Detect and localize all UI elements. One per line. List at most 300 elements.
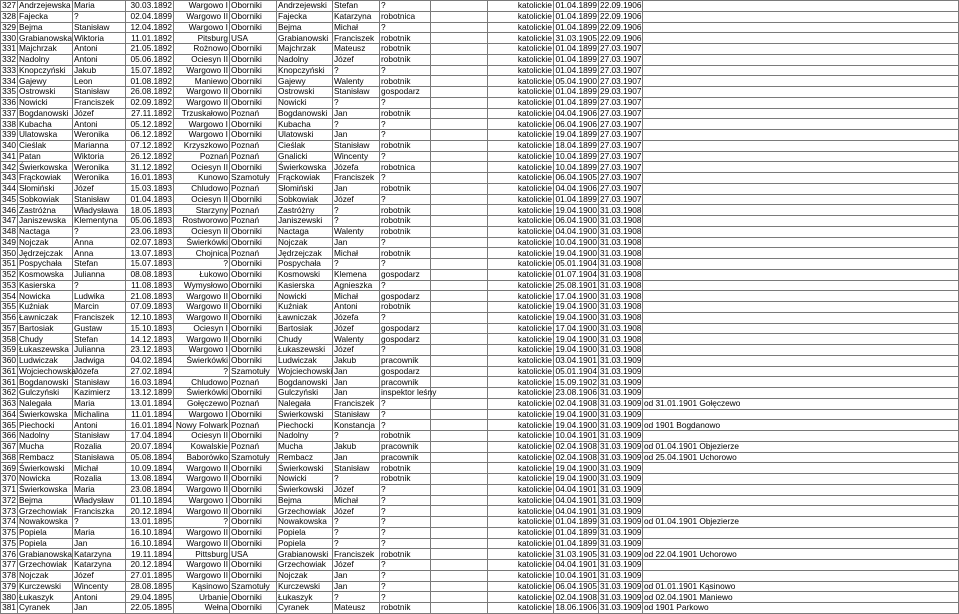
cell-leaving-date: 22.09.1906 xyxy=(600,0,642,11)
cell-district: Oborniki xyxy=(230,592,277,603)
cell-remarks xyxy=(643,11,959,22)
cell-given-name: Stanisław xyxy=(73,194,126,205)
cell-entry-number: 354 xyxy=(2,290,16,301)
cell-district: Poznań xyxy=(230,216,277,227)
cell-district: Oborniki xyxy=(230,162,277,173)
cell-birth-date: 21.08.1893 xyxy=(126,291,174,302)
cell-remarks xyxy=(643,409,959,420)
cell-birth-date: 15.07.1892 xyxy=(126,65,174,76)
cell-leaving-date: 27.03.1907 xyxy=(600,140,642,151)
cell-birth-date: 17.04.1894 xyxy=(126,431,174,442)
table-row xyxy=(1,431,959,442)
cell-district: Poznań xyxy=(230,398,277,409)
cell-parent-occupation: gospodarz xyxy=(380,323,431,334)
cell-parent-occupation: inspektor leśny xyxy=(381,387,437,398)
cell-admission-date: 01.04.1899 xyxy=(555,43,597,54)
cell-remarks xyxy=(643,560,959,571)
cell-remarks xyxy=(643,280,959,291)
cell-parent-given-name: ? xyxy=(333,65,380,76)
cell-parent-surname: Nowicki xyxy=(277,291,333,302)
cell-admission-date: 01.04.1899 xyxy=(555,21,597,32)
cell-spacer xyxy=(431,1,488,12)
cell-admission-date: 17.04.1900 xyxy=(555,322,597,333)
cell-parent-surname: Nadolny xyxy=(277,431,333,442)
cell-given-name: Józef xyxy=(73,108,126,119)
cell-birth-date: 15.03.1893 xyxy=(126,183,174,194)
cell-parent-given-name: Józef xyxy=(333,506,380,517)
cell-spacer xyxy=(431,97,488,108)
table-row xyxy=(1,162,959,173)
cell-parent-given-name: Józef xyxy=(333,54,380,65)
cell-admission-date: 05.01.1904 xyxy=(555,258,597,269)
cell-entry-number: 341 xyxy=(2,150,16,161)
cell-birth-place: Wargowo I xyxy=(174,22,230,33)
cell-birth-place: Wargowo II xyxy=(174,463,230,474)
cell-religion: katolickie xyxy=(488,194,554,205)
cell-spacer xyxy=(431,130,488,141)
cell-parent-given-name: Walenty xyxy=(333,226,380,237)
cell-entry-number: 371 xyxy=(2,484,16,495)
cell-district: Oborniki xyxy=(230,474,277,485)
cell-parent-given-name: Franciszek xyxy=(333,398,380,409)
table-row xyxy=(1,11,959,22)
cell-leaving-date: 31.03.1909 xyxy=(600,419,642,430)
cell-given-name: Józef xyxy=(73,570,126,581)
cell-religion: katolickie xyxy=(488,495,554,506)
cell-parent-surname: Łukaszyk xyxy=(277,592,333,603)
cell-surname: Zastróżna xyxy=(18,205,73,216)
cell-remarks xyxy=(643,312,959,323)
cell-district: Poznań xyxy=(230,108,277,119)
cell-parent-occupation: gospodarz xyxy=(380,269,431,280)
cell-given-name: Stanisław xyxy=(73,431,126,442)
cell-entry-number: 370 xyxy=(2,473,16,484)
cell-district: Oborniki xyxy=(230,409,277,420)
cell-religion: katolickie xyxy=(488,484,554,495)
cell-remarks: od 01.01.1901 Kąsinowo xyxy=(643,581,959,592)
cell-spacer xyxy=(431,603,488,614)
table-row xyxy=(1,97,959,108)
cell-entry-number: 347 xyxy=(2,215,16,226)
table-row xyxy=(1,269,959,280)
cell-parent-given-name: Jan xyxy=(333,366,380,377)
cell-leaving-date: 31.03.1908 xyxy=(600,344,642,355)
cell-birth-date: 05.12.1892 xyxy=(126,119,174,130)
table-row xyxy=(1,484,959,495)
cell-religion: katolickie xyxy=(488,108,554,119)
cell-surname: Gajewy xyxy=(18,76,73,87)
cell-religion: katolickie xyxy=(488,65,554,76)
table-row xyxy=(1,312,959,323)
cell-spacer xyxy=(431,280,488,291)
cell-given-name: Stefan xyxy=(73,334,126,345)
table-row xyxy=(1,291,959,302)
cell-religion: katolickie xyxy=(488,323,554,334)
cell-entry-number: 364 xyxy=(2,408,16,419)
cell-leaving-date: 31.03.1909 xyxy=(600,408,642,419)
cell-parent-surname: Świerkowska xyxy=(277,162,333,173)
cell-birth-date: 11.08.1893 xyxy=(126,280,174,291)
cell-surname: Kubacha xyxy=(18,119,73,130)
cell-admission-date: 23.08.1906 xyxy=(555,387,597,398)
cell-parent-given-name: ? xyxy=(333,431,380,442)
cell-parent-surname: Kubacha xyxy=(277,119,333,130)
cell-spacer xyxy=(431,205,488,216)
cell-district: Oborniki xyxy=(230,345,277,356)
cell-district: Oborniki xyxy=(230,76,277,87)
cell-spacer xyxy=(431,592,488,603)
cell-parent-surname: Nactaga xyxy=(277,226,333,237)
cell-admission-date: 03.04.1901 xyxy=(555,355,597,366)
cell-given-name: Kazimierz xyxy=(73,388,126,399)
cell-parent-surname: Knopczyński xyxy=(277,65,333,76)
cell-parent-given-name: Michał xyxy=(333,248,380,259)
cell-leaving-date: 31.03.1908 xyxy=(600,204,642,215)
cell-parent-occupation: ? xyxy=(380,259,431,270)
cell-parent-surname: Nowakowska xyxy=(277,517,333,528)
cell-given-name: ? xyxy=(73,11,126,22)
cell-leaving-date: 27.03.1907 xyxy=(600,193,642,204)
table-row xyxy=(1,65,959,76)
cell-entry-number: 342 xyxy=(2,161,16,172)
table-row xyxy=(1,323,959,334)
cell-spacer xyxy=(431,527,488,538)
cell-birth-place: Świerkówki xyxy=(174,355,230,366)
cell-religion: katolickie xyxy=(488,312,554,323)
cell-parent-surname: Cieślak xyxy=(277,140,333,151)
cell-parent-given-name: ? xyxy=(333,474,380,485)
cell-surname: Pospychała xyxy=(18,259,73,270)
cell-given-name: Antoni xyxy=(73,44,126,55)
cell-birth-date: 05.06.1892 xyxy=(126,54,174,65)
cell-surname: Świerkowska xyxy=(18,484,73,495)
cell-birth-date: 02.04.1899 xyxy=(126,11,174,22)
cell-birth-place: Chludowo xyxy=(174,183,230,194)
cell-spacer xyxy=(431,216,488,227)
cell-birth-date: 30.03.1892 xyxy=(126,1,174,12)
cell-spacer xyxy=(431,183,488,194)
cell-birth-place: Wargowo II xyxy=(174,506,230,517)
cell-religion: katolickie xyxy=(488,97,554,108)
cell-birth-date: 04.02.1894 xyxy=(126,355,174,366)
cell-remarks: od 1901 Bogdanowo xyxy=(643,420,959,431)
cell-birth-place: Wargowo II xyxy=(174,474,230,485)
cell-parent-occupation: robotnik xyxy=(380,431,431,442)
cell-district: Oborniki xyxy=(230,194,277,205)
cell-surname: Kurczewski xyxy=(18,581,73,592)
cell-remarks xyxy=(643,173,959,184)
cell-religion: katolickie xyxy=(488,603,554,614)
cell-parent-surname: Kosmowski xyxy=(277,269,333,280)
cell-spacer xyxy=(431,269,488,280)
cell-district: Oborniki xyxy=(230,130,277,141)
cell-surname: Cyranek xyxy=(18,603,73,614)
table-row xyxy=(1,334,959,345)
cell-religion: katolickie xyxy=(488,431,554,442)
cell-remarks: od 25.04.1901 Uchorowo xyxy=(643,452,959,463)
cell-leaving-date: 31.03.1908 xyxy=(600,247,642,258)
cell-admission-date: 04.04.1906 xyxy=(555,183,597,194)
table-row xyxy=(1,119,959,130)
cell-parent-given-name: Mateusz xyxy=(333,603,380,614)
table-row xyxy=(1,1,959,12)
cell-entry-number: 352 xyxy=(2,269,16,280)
cell-parent-given-name: Antoni xyxy=(333,302,380,313)
cell-remarks: od 1901 Parkowo xyxy=(643,603,959,614)
cell-birth-date: 13.08.1894 xyxy=(126,474,174,485)
cell-religion: katolickie xyxy=(488,162,554,173)
cell-given-name: Wincenty xyxy=(73,581,126,592)
cell-parent-given-name: Józefa xyxy=(333,312,380,323)
cell-spacer xyxy=(431,291,488,302)
cell-leaving-date: 31.03.1909 xyxy=(600,559,642,570)
cell-spacer xyxy=(431,463,488,474)
cell-religion: katolickie xyxy=(488,226,554,237)
cell-parent-surname: Pospychała xyxy=(277,259,333,270)
cell-leaving-date: 22.09.1906 xyxy=(600,21,642,32)
cell-parent-surname: Nojczak xyxy=(277,237,333,248)
cell-remarks xyxy=(643,259,959,270)
cell-surname: Łukaszyk xyxy=(18,592,73,603)
table-row xyxy=(1,259,959,270)
cell-parent-surname: Bogdanowski xyxy=(277,377,333,388)
cell-parent-given-name: Franciszek xyxy=(333,549,380,560)
cell-given-name: Katarzyna xyxy=(73,549,126,560)
cell-parent-occupation: robotnik xyxy=(380,44,431,55)
cell-surname: Bogdanowski xyxy=(18,377,73,388)
cell-remarks xyxy=(643,33,959,44)
cell-spacer xyxy=(431,409,488,420)
cell-entry-number: 331 xyxy=(2,43,16,54)
table-row xyxy=(1,54,959,65)
cell-parent-given-name: Stanisław xyxy=(333,409,380,420)
cell-parent-occupation: ? xyxy=(380,97,431,108)
cell-remarks xyxy=(643,527,959,538)
cell-admission-date: 04.04.1901 xyxy=(555,484,597,495)
cell-leaving-date: 31.03.1909 xyxy=(600,580,642,591)
cell-religion: katolickie xyxy=(488,463,554,474)
cell-admission-date: 18.06.1906 xyxy=(555,602,597,613)
cell-parent-surname: Bartosiak xyxy=(277,323,333,334)
cell-district: Szamotuły xyxy=(230,173,277,184)
cell-religion: katolickie xyxy=(488,398,554,409)
cell-admission-date: 06.04.1906 xyxy=(555,118,597,129)
cell-district: Oborniki xyxy=(230,259,277,270)
cell-remarks xyxy=(643,302,959,313)
cell-religion: katolickie xyxy=(488,570,554,581)
cell-parent-occupation: ? xyxy=(380,22,431,33)
cell-surname: Majchrzak xyxy=(18,44,73,55)
cell-given-name: Gustaw xyxy=(73,323,126,334)
cell-spacer xyxy=(431,312,488,323)
cell-spacer xyxy=(431,194,488,205)
table-row xyxy=(1,76,959,87)
cell-leaving-date: 31.03.1909 xyxy=(600,441,642,452)
cell-given-name: Weronika xyxy=(73,173,126,184)
cell-spacer xyxy=(431,44,488,55)
cell-parent-given-name: Jan xyxy=(333,237,380,248)
cell-admission-date: 19.04.1900 xyxy=(555,204,597,215)
cell-surname: Kuźniak xyxy=(18,302,73,313)
cell-admission-date: 04.04.1900 xyxy=(555,226,597,237)
cell-spacer xyxy=(431,506,488,517)
cell-entry-number: 367 xyxy=(2,441,16,452)
cell-entry-number: 361 xyxy=(2,365,16,376)
cell-entry-number: 336 xyxy=(2,97,16,108)
cell-parent-occupation: ? xyxy=(380,527,431,538)
cell-remarks xyxy=(643,108,959,119)
cell-entry-number: 360 xyxy=(2,355,16,366)
cell-birth-date: 05.08.1894 xyxy=(126,452,174,463)
cell-birth-place: Pitsburg xyxy=(174,33,230,44)
cell-entry-number: 365 xyxy=(2,419,16,430)
cell-entry-number: 345 xyxy=(2,193,16,204)
cell-given-name: Wiktoria xyxy=(73,33,126,44)
cell-entry-number: 369 xyxy=(2,462,16,473)
cell-parent-occupation: robotnica xyxy=(380,162,431,173)
cell-surname: Grabianowska xyxy=(19,32,73,43)
cell-admission-date: 01.04.1899 xyxy=(555,527,597,538)
cell-leaving-date: 31.03.1909 xyxy=(600,570,642,581)
cell-birth-date: 01.10.1894 xyxy=(126,495,174,506)
cell-given-name: Jan xyxy=(73,603,126,614)
cell-religion: katolickie xyxy=(488,527,554,538)
cell-religion: katolickie xyxy=(488,592,554,603)
cell-parent-occupation: ? xyxy=(380,237,431,248)
cell-district: Poznań xyxy=(230,248,277,259)
cell-birth-place: ? xyxy=(174,259,230,270)
cell-given-name: Stanisław xyxy=(73,377,126,388)
table-row xyxy=(1,506,959,517)
cell-leaving-date: 31.03.1909 xyxy=(600,365,642,376)
cell-parent-given-name: Agnieszka xyxy=(333,280,380,291)
cell-leaving-date: 31.03.1909 xyxy=(600,548,642,559)
cell-remarks xyxy=(643,87,959,98)
cell-admission-date: 10.04.1901 xyxy=(555,570,597,581)
cell-entry-number: 359 xyxy=(2,344,16,355)
cell-birth-date: 15.07.1893 xyxy=(126,259,174,270)
cell-parent-surname: Świerkowski xyxy=(277,409,333,420)
cell-birth-date: 16.01.1894 xyxy=(126,420,174,431)
table-row xyxy=(1,570,959,581)
cell-parent-occupation: gospodarz xyxy=(380,366,431,377)
cell-parent-given-name: Józefa xyxy=(333,162,380,173)
cell-spacer xyxy=(431,248,488,259)
cell-surname: Nowicka xyxy=(18,474,73,485)
cell-leaving-date: 31.03.1908 xyxy=(600,236,642,247)
cell-birth-place: Świerkówki xyxy=(174,388,230,399)
cell-entry-number: 374 xyxy=(2,516,16,527)
cell-entry-number: 357 xyxy=(2,322,16,333)
table-row xyxy=(1,441,959,452)
cell-remarks xyxy=(643,1,959,12)
cell-birth-place: Wargowo II xyxy=(174,484,230,495)
table-row xyxy=(1,592,959,603)
cell-parent-surname: Bejma xyxy=(277,495,333,506)
cell-parent-given-name: ? xyxy=(333,517,380,528)
cell-religion: katolickie xyxy=(488,151,554,162)
cell-parent-surname: Grabianowski xyxy=(277,549,333,560)
cell-admission-date: 19.04.1900 xyxy=(555,419,597,430)
cell-surname: Nadolny xyxy=(18,431,73,442)
cell-leaving-date: 31.03.1908 xyxy=(600,258,642,269)
cell-district: Oborniki xyxy=(230,226,277,237)
cell-parent-given-name: Michał xyxy=(333,495,380,506)
cell-birth-date: 16.10.1894 xyxy=(126,527,174,538)
cell-admission-date: 01.04.1899 xyxy=(555,11,597,22)
cell-spacer xyxy=(431,108,488,119)
cell-entry-number: 356 xyxy=(2,312,16,323)
cell-surname: Nadolny xyxy=(18,54,73,65)
cell-leaving-date: 31.03.1908 xyxy=(600,322,642,333)
cell-birth-date: 14.12.1893 xyxy=(126,334,174,345)
cell-parent-surname: Cyranek xyxy=(277,603,333,614)
cell-surname: Cieślak xyxy=(18,140,73,151)
cell-remarks xyxy=(643,97,959,108)
cell-remarks xyxy=(643,216,959,227)
cell-religion: katolickie xyxy=(488,560,554,571)
cell-district: Oborniki xyxy=(230,44,277,55)
cell-admission-date: 01.04.1899 xyxy=(555,64,597,75)
table-row xyxy=(1,474,959,485)
table-row xyxy=(1,87,959,98)
cell-parent-occupation: ? xyxy=(380,151,431,162)
table-row xyxy=(1,22,959,33)
cell-spacer xyxy=(431,140,488,151)
cell-given-name: Stanisław xyxy=(73,22,126,33)
cell-surname: Grabianowska xyxy=(19,548,73,559)
cell-surname: Nojczak xyxy=(18,237,73,248)
cell-birth-place: Kowalskie xyxy=(174,441,230,452)
cell-entry-number: 381 xyxy=(2,602,16,613)
cell-given-name: Antoni xyxy=(73,420,126,431)
cell-given-name: Stefan xyxy=(73,259,126,270)
cell-surname: Nowakowska xyxy=(18,517,73,528)
cell-birth-date: 20.12.1894 xyxy=(126,560,174,571)
cell-parent-surname: Popiela xyxy=(277,527,333,538)
cell-parent-occupation: robotnik xyxy=(380,205,431,216)
cell-parent-occupation: gospodarz xyxy=(380,334,431,345)
cell-district: Oborniki xyxy=(230,22,277,33)
cell-entry-number: 330 xyxy=(2,32,16,43)
cell-remarks xyxy=(643,162,959,173)
cell-parent-occupation: ? xyxy=(380,517,431,528)
cell-parent-occupation: robotnik xyxy=(380,76,431,87)
cell-parent-surname: Świerkowski xyxy=(277,463,333,474)
cell-parent-occupation: ? xyxy=(380,592,431,603)
cell-remarks xyxy=(643,237,959,248)
cell-given-name: Rozalia xyxy=(73,474,126,485)
cell-religion: katolickie xyxy=(488,173,554,184)
cell-spacer xyxy=(431,226,488,237)
cell-given-name: Julianna xyxy=(73,269,126,280)
cell-religion: katolickie xyxy=(488,409,554,420)
cell-parent-given-name: Jakub xyxy=(333,355,380,366)
cell-parent-given-name: Jakub xyxy=(333,441,380,452)
cell-birth-date: 13.07.1893 xyxy=(126,248,174,259)
cell-given-name: Maria xyxy=(73,1,126,12)
cell-parent-occupation: robotnik xyxy=(380,226,431,237)
cell-parent-occupation: robotnik xyxy=(380,216,431,227)
table-row xyxy=(1,355,959,366)
cell-remarks xyxy=(643,22,959,33)
cell-district: Oborniki xyxy=(230,237,277,248)
cell-entry-number: 380 xyxy=(2,591,16,602)
cell-entry-number: 368 xyxy=(2,451,16,462)
cell-surname: Słomiński xyxy=(18,183,73,194)
cell-leaving-date: 27.03.1907 xyxy=(600,183,642,194)
cell-district: Oborniki xyxy=(230,302,277,313)
